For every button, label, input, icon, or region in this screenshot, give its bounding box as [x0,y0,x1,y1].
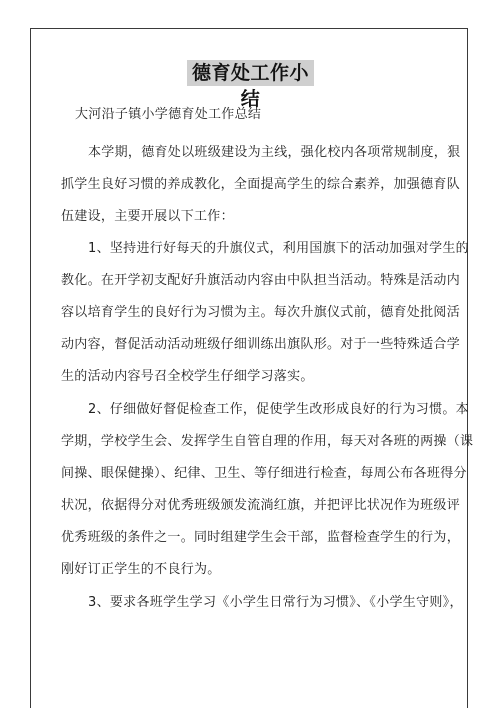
paragraph-2-line-1: 1、坚持进行好每天的升旗仪式，利用国旗下的活动加强对学生的 [88,241,469,256]
paragraph-3-line-2: 学期，学校学生会、发挥学生自管自理的作用，每天对各班的两操（课 [61,434,474,449]
paragraph-3-line-3: 间操、眼保健操）、纪律、卫生、等仔细进行检查，每周公布各班得分 [61,466,467,481]
paragraph-2-line-5: 生的活动内容号召全校学生仔细学习落实。 [61,369,314,384]
paragraph-2-line-3: 容以培育学生的良好行为习惯为主。每次升旗仪式前，德育处批阅活 [61,305,461,320]
paragraph-3-line-5: 优秀班级的条件之一。同时组建学生会干部，监督检查学生的行为， [61,530,461,545]
paragraph-3-line-1: 2、仔细做好督促检查工作，促使学生改形成良好的行为习惯。本 [88,402,469,417]
document-subtitle: 大河沿子镇小学德育处工作总结 [75,107,262,122]
paragraph-1-line-3: 伍建设，主要开展以下工作： [61,209,234,224]
paragraph-3-line-4: 状况，依据得分对优秀班级颁发流淌红旗，并把评比状况作为班级评 [61,498,461,513]
paragraph-4-line-1: 3、要求各班学生学习《小学生日常行为习惯》、《小学生守则》， [88,595,463,610]
paragraph-3-line-6: 刚好订正学生的不良行为。 [61,562,221,577]
paragraph-2-line-4: 动内容，督促活动活动班级仔细训练出旗队形。对于一些特殊适合学 [61,337,461,352]
paragraph-2-line-2: 教化。在开学初支配好升旗活动内容由中队担当活动。特殊是活动内 [61,273,461,288]
paragraph-1-line-1: 本学期，德育处以班级建设为主线，强化校内各项常规制度，狠 [88,145,461,160]
paragraph-1-line-2: 抓学生良好习惯的养成教化，全面提高学生的综合素养，加强德育队 [61,177,461,192]
document-title: 德育处工作小结 [187,60,314,86]
